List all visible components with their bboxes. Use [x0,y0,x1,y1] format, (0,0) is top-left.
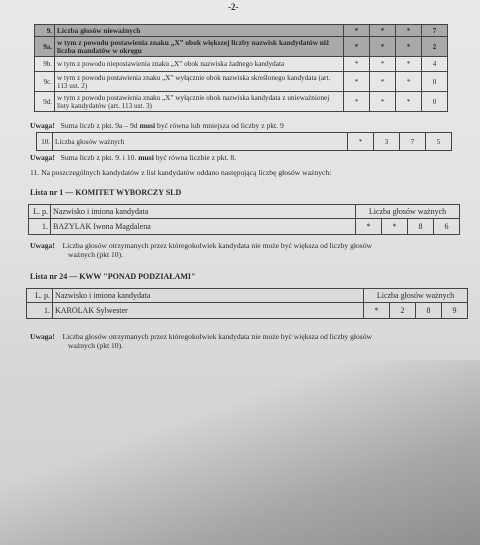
note-list24 [30,332,470,350]
col-header-votes: Liczba głosów ważnych [356,205,460,219]
col-header-votes: Liczba głosów ważnych [364,289,468,303]
candidate-lp: 1. [29,219,51,235]
row-number: 9d. [35,92,55,112]
table-header-row [29,205,460,219]
row-number: 9b. [35,57,55,72]
digit-cell: * [370,92,396,112]
digit-cell: * [370,57,396,72]
list1-heading: Lista nr 1 — KOMITET WYBORCZY SLD [30,188,182,197]
section11-text: 11. Na poszczególnych kandydatów z list kandydatów oddano następującą liczbę głosów ważnych: [30,168,332,177]
row-label: w tym z powodu postawienia znaku „X” obok większej liczby nazwisk kandydatów niż liczba mandatów w okręgu [55,37,344,57]
digit-cell: * [364,303,390,319]
col-header-name: Nazwisko i imiona kandydata [53,289,364,303]
note-label: Uwaga! [30,241,55,250]
candidate-lp: 1. [27,303,53,319]
digit-cell: * [344,92,370,112]
digit-cell: * [348,133,374,151]
note-emphasis: musi [138,153,154,162]
digit-cell: * [344,37,370,57]
digit-cell: 4 [422,57,448,72]
digit-cell: * [396,92,422,112]
note-text: ważnych (pkt 10). [68,341,124,350]
note-section10 [30,153,236,162]
digit-cell: 2 [422,37,448,57]
valid-votes-table [36,132,452,151]
note-text: Liczba głosów otrzymanych przez któregokolwiek kandydata nie może być większa od liczby głosów [62,241,373,250]
table-row [35,25,448,37]
candidate-name: KAROLAK Sylwester [53,303,364,319]
digit-cell: * [356,219,382,235]
digit-cell: 8 [416,303,442,319]
digit-cell: * [396,37,422,57]
digit-cell: 9 [442,303,468,319]
row-label: Liczba głosów ważnych [53,133,348,151]
col-header-name: Nazwisko i imiona kandydata [51,205,356,219]
row-label: w tym z powodu niepostawienia znaku „X” obok nazwiska żadnego kandydata [55,57,344,72]
note-section9 [30,121,284,130]
digit-cell: * [344,57,370,72]
col-header-lp: L. p. [29,205,51,219]
note-text: Liczba głosów otrzymanych przez któregokolwiek kandydata nie może być większa od liczby głosów [62,332,373,341]
digit-cell: 5 [426,133,452,151]
table-row [29,219,460,235]
digit-cell: * [344,25,370,37]
row-label: w tym z powodu postawienia znaku „X” wyłącznie obok nazwiska skreślonego kandydata (art. 113 ust. 2) [55,72,344,92]
note-text: być równa lub mniejsza od liczby z pkt. 9 [157,121,284,130]
note-list1 [30,241,460,259]
digit-cell: 7 [422,25,448,37]
digit-cell: 2 [390,303,416,319]
row-number: 9c. [35,72,55,92]
digit-cell: * [370,72,396,92]
note-emphasis: musi [139,121,156,130]
row-number: 9a. [35,37,55,57]
table-row [35,92,448,112]
row-label: w tym z powodu postawienia znaku „X” wyłącznie obok nazwiska kandydata z unieważnionej listy kandydatów (art. 113 ust. 3) [55,92,344,112]
digit-cell: * [382,219,408,235]
note-label: Uwaga! [30,153,55,162]
invalid-votes-table [34,24,448,112]
note-text: Suma liczb z pkt. 9. i 10. [60,153,137,162]
col-header-lp: L. p. [27,289,53,303]
list24-heading: Lista nr 24 — KWW "PONAD PODZIAŁAMI" [30,272,196,281]
list1-candidates-table [28,204,460,235]
note-text: Suma liczb z pkt. 9a – 9d [60,121,138,130]
list24-candidates-table [26,288,468,319]
digit-cell: 6 [434,219,460,235]
note-text: ważnych (pkt 10). [68,250,124,259]
digit-cell: * [370,37,396,57]
page-number: -2- [228,2,239,12]
digit-cell: * [396,72,422,92]
digit-cell: * [344,72,370,92]
candidate-name: BAZYLAK Iwona Magdalena [51,219,356,235]
digit-cell: * [370,25,396,37]
digit-cell: 8 [408,219,434,235]
digit-cell: * [396,57,422,72]
table-row [37,133,452,151]
digit-cell: 3 [374,133,400,151]
digit-cell: * [396,25,422,37]
table-row [35,37,448,57]
note-label: Uwaga! [30,121,55,130]
table-row [27,303,468,319]
row-label: Liczba głosów nieważnych [55,25,344,37]
note-text: być równa liczbie z pkt. 8. [155,153,237,162]
digit-cell: 0 [422,72,448,92]
digit-cell: 0 [422,92,448,112]
note-label: Uwaga! [30,332,55,341]
table-row [35,57,448,72]
row-number: 9. [35,25,55,37]
table-row [35,72,448,92]
digit-cell: 7 [400,133,426,151]
row-number: 10. [37,133,53,151]
table-header-row [27,289,468,303]
